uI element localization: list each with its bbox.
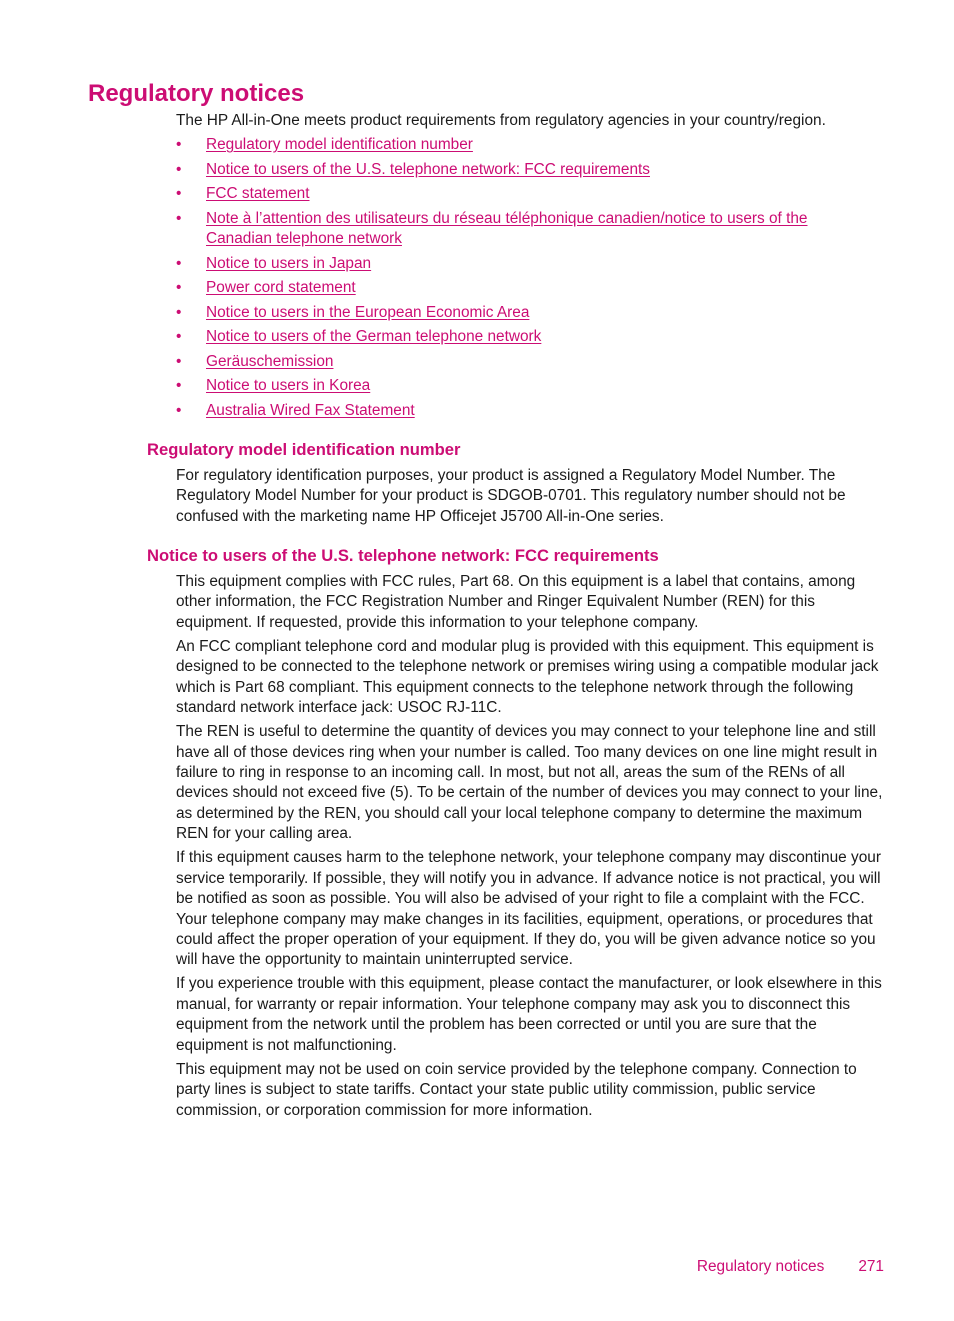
bullet-icon: •: [176, 185, 182, 202]
toc-item: [176, 278, 876, 299]
toc-item: [176, 376, 876, 397]
bullet-icon: •: [176, 303, 182, 321]
section-body-regulatory-model: [176, 466, 888, 531]
toc-item: [176, 160, 876, 181]
paragraph: This equipment complies with FCC rules, Part 68. On this equipment is a label that contains, among other information, the FCC Registration Number and Ringer Equivalent Number (REN) for this equipment. If requested, provide this information to your telephone company.: [176, 573, 856, 631]
toc-link-canadian-network[interactable]: Note à l’attention des utilisateurs du réseau téléphonique canadien/notice to users of the Canadian telephone network: [206, 209, 808, 248]
toc-link-fcc-requirements[interactable]: Notice to users of the U.S. telephone network: FCC requirements: [206, 160, 650, 178]
bullet-icon: •: [176, 254, 182, 272]
page-title: Regulatory notices: [88, 80, 305, 107]
section-body-fcc-requirements: [176, 572, 888, 1125]
toc-link-geraeuschemission[interactable]: Geräuschemission: [206, 352, 334, 370]
page-number: 271: [858, 1258, 884, 1275]
section-heading-fcc-requirements: Notice to users of the U.S. telephone network: FCC requirements: [147, 546, 659, 565]
paragraph: If you experience trouble with this equipment, please contact the manufacturer, or look elsewhere in this manual, for warranty or repair information. Your telephone company may ask you to disconnect this equipment from the network until the problem has been corrected or until you are sure that the equipment is not malfunctioning.: [176, 975, 882, 1054]
bullet-icon: •: [176, 209, 182, 227]
bullet-icon: •: [176, 160, 182, 178]
toc-link-korea[interactable]: Notice to users in Korea: [206, 377, 371, 395]
bullet-icon: •: [176, 136, 182, 153]
toc-list: [176, 135, 876, 425]
intro-text: The HP All-in-One meets product requirements from regulatory agencies in your country/region.: [176, 112, 826, 129]
toc-item: [176, 327, 876, 348]
toc-item: [176, 209, 876, 250]
toc-link-regulatory-model[interactable]: Regulatory model identification number: [206, 136, 473, 153]
paragraph: The REN is useful to determine the quantity of devices you may connect to your telephone line and still have all of those devices ring when your number is called. Too many devices on one line might result in failure to ring in response to an incoming call. In most, but not all, areas the sum of the RENs of all devices should not exceed five (5). To be certain of the number of devices you may connect to your line, as determined by the REN, you should call your local telephone company to determine the maximum REN for your calling area.: [176, 723, 883, 843]
toc-link-german-network[interactable]: Notice to users of the German telephone network: [206, 328, 542, 346]
toc-link-japan[interactable]: Notice to users in Japan: [206, 254, 372, 272]
toc-link-australia-fax[interactable]: Australia Wired Fax Statement: [206, 401, 415, 419]
footer-section-title: Regulatory notices: [696, 1258, 825, 1275]
toc-item: [176, 352, 876, 373]
bullet-icon: •: [176, 401, 182, 419]
bullet-icon: •: [176, 377, 182, 395]
paragraph: If this equipment causes harm to the telephone network, your telephone company may discontinue your service temporarily. If possible, they will notify you in advance. If advance notice is not practical, you will be notified as soon as possible. You will also be advised of your right to file a complaint with the FCC. Your telephone company may make changes in its facilities, equipment, operations, or procedures that could affect the proper operation of your equipment. If they do, you will be given advance notice so you will have the opportunity to maintain uninterrupted service.: [176, 849, 881, 969]
page-footer: [697, 1257, 884, 1277]
paragraph: For regulatory identification purposes, your product is assigned a Regulatory Model Number. The Regulatory Model Number for your product is SDGOB-0701. This regulatory number should not be confused with the marketing name HP Officejet J5700 All-in-One series.: [176, 467, 846, 525]
bullet-icon: •: [176, 352, 182, 370]
paragraph: An FCC compliant telephone cord and modular plug is provided with this equipment. This equipment is designed to be connected to the telephone network or premises wiring using a compatible modular jack which is Part 68 compliant. This equipment connects to the telephone network through the following standard network interface jack: USOC RJ-11C.: [176, 637, 879, 717]
toc-item: [176, 254, 876, 275]
section-heading-regulatory-model: Regulatory model identification number: [147, 440, 461, 459]
toc-item: [176, 401, 876, 422]
toc-link-fcc-statement[interactable]: FCC statement: [206, 185, 310, 202]
toc-item: [176, 303, 876, 324]
bullet-icon: •: [176, 279, 182, 297]
toc-link-power-cord[interactable]: Power cord statement: [206, 279, 356, 297]
toc-item: [176, 135, 876, 156]
bullet-icon: •: [176, 328, 182, 346]
toc-item: [176, 184, 876, 205]
paragraph: This equipment may not be used on coin service provided by the telephone company. Connection to party lines is subject to state tariffs. Contact your state public utility commission, public service commission, or corporation commission for more information.: [176, 1060, 857, 1119]
toc-link-eea[interactable]: Notice to users in the European Economic Area: [206, 303, 530, 321]
